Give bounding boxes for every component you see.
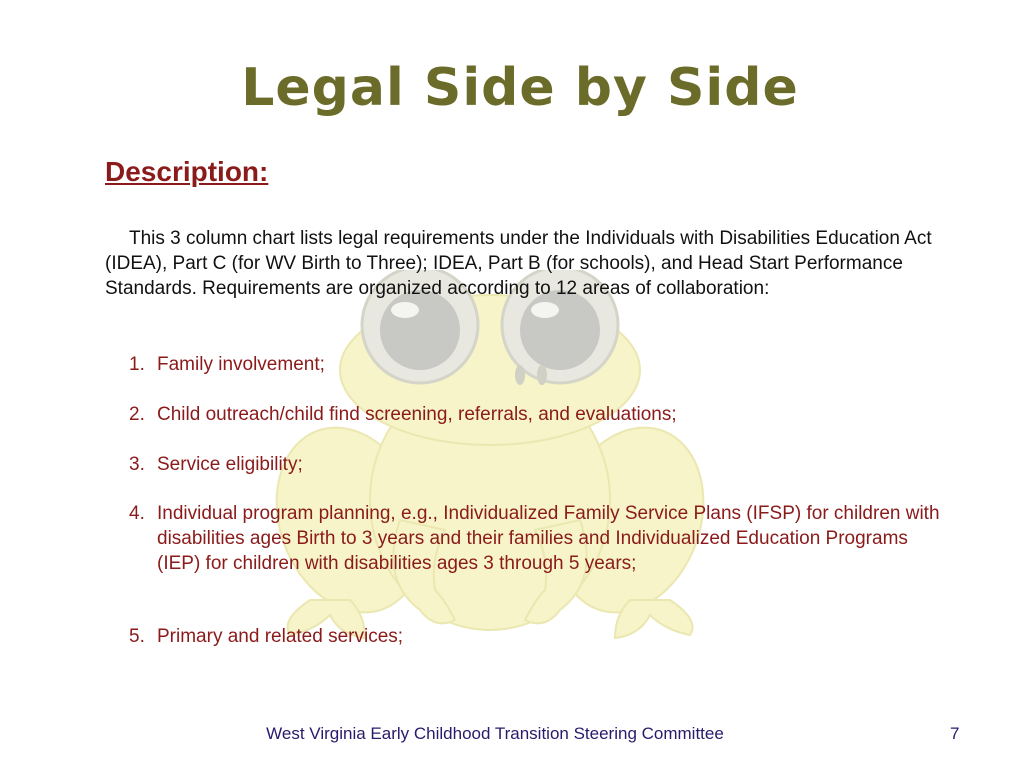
list-item-text: Service eligibility; bbox=[157, 454, 303, 475]
list-item-number: 1. bbox=[129, 354, 145, 375]
list-item bbox=[129, 402, 949, 427]
list-item-text: Child outreach/child find screening, referrals, and evaluations; bbox=[157, 404, 677, 425]
page-number: 7 bbox=[950, 724, 960, 743]
intro-paragraph bbox=[105, 226, 955, 301]
list-item bbox=[129, 624, 949, 649]
list-item-number: 4. bbox=[129, 503, 145, 524]
list-item bbox=[129, 452, 949, 477]
list-item-text: Family involvement; bbox=[157, 354, 325, 375]
list-item bbox=[129, 501, 949, 576]
slide-title: Legal Side by Side bbox=[241, 58, 799, 118]
list-item-number: 2. bbox=[129, 404, 145, 425]
footer-organization: West Virginia Early Childhood Transition Steering Committee bbox=[266, 724, 724, 743]
list-item-text: Individual program planning, e.g., Individualized Family Service Plans (IFSP) for children with disabilities ages Birth to 3 years and their families and Individualized Education Programs (IEP) for children with disabilities ages 3 through 5 years; bbox=[157, 503, 940, 574]
intro-text: This 3 column chart lists legal requirements under the Individuals with Disabilities Education Act (IDEA), Part C (for WV Birth to Three); IDEA, Part B (for schools), and Head Start Performance Standards. Requirements are organized according to 12 areas of collaboration: bbox=[105, 228, 932, 299]
list-item bbox=[129, 352, 949, 377]
list-item-text: Primary and related services; bbox=[157, 626, 404, 647]
list-item-number: 3. bbox=[129, 454, 145, 475]
description-heading: Description: bbox=[105, 156, 269, 187]
list-item-number: 5. bbox=[129, 626, 145, 647]
